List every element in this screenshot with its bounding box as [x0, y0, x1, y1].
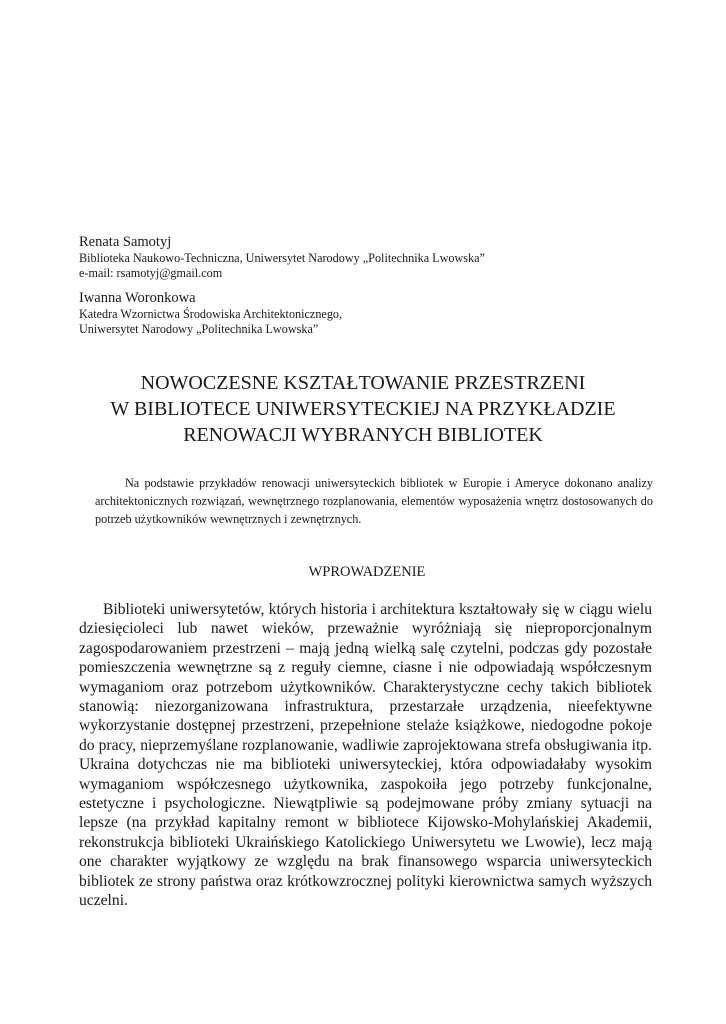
- author-affiliation: Biblioteka Naukowo-Techniczna, Uniwersytet Narodowy „Politechnika Lwowska”: [79, 251, 485, 265]
- title-line: RENOWACJI WYBRANYCH BIBLIOTEK: [183, 424, 543, 446]
- author-affiliation: Uniwersytet Narodowy „Politechnika Lwowska”: [79, 322, 319, 336]
- abstract: Na podstawie przykładów renowacji uniwersyteckich bibliotek w Europie i Ameryce dokonano analizy architektonicznych rozwiązań, wewnętrznego rozplanowania, elementów wyposażenia wnętrz dostosowanych do potrzeb użytkowników wewnętrznych i zewnętrznych.: [95, 476, 653, 526]
- author-block: [79, 234, 649, 281]
- title-line: NOWOCZESNE KSZTAŁTOWANIE PRZESTRZENI: [140, 372, 586, 394]
- section-heading: WPROWADZENIE: [308, 564, 426, 580]
- author-email: e-mail: rsamotyj@gmail.com: [79, 266, 223, 280]
- title-line: W BIBLIOTECE UNIWERSYTECKIEJ NA PRZYKŁADZIE: [110, 398, 616, 420]
- author-name: Renata Samotyj: [79, 234, 172, 250]
- body-paragraph: Biblioteki uniwersytetów, których historia i architektura kształtowały się w ciągu wielu dziesięcioleci lub nawet wieków, przeważnie wyróżniają się nieproporcjonalnym zagospodarowaniem przestrzeni – mają jedną wielką salę czytelni, podczas gdy pozostałe pomieszczenia wewnętrzne są z reguły ciemne, ciasne i nie odpowiadają współczesnym wymaganiom oraz potrzebom użytkowników. Charakterystyczne cechy takich bibliotek stanowią: niezorganizowana infrastruktura, przestarzałe urządzenia, nieefektywne wykorzystanie dostępnej przestrzeni, przepełnione stelaże książkowe, niedogodne pokoje do pracy, nieprzemyślane rozplanowanie, wadliwie zaprojektowana strefa obsługiwania itp. Ukraina dotychczas nie ma biblioteki uniwersyteckiej, która odpowiadałaby wysokim wymaganiom współczesnego użytkownika, zaspokoiła jego potrzeby funkcjonalne, estetyczne i psychologiczne. Niewątpliwie są podejmowane próby zmiany sytuacji na lepsze (na przykład kapitalny remont w bibliotece Kijowsko-Mohylańskiej Akademii, rekonstrukcja biblioteki Ukraińskiego Katolickiego Uniwersytetu we Lwowie), lecz mają one charakter wyjątkowy ze względu na brak finansowego wsparcia uniwersyteckich bibliotek ze strony państwa oraz krótkowzrocznej polityki kierownictwa samych wyższych uczelni.: [79, 601, 652, 910]
- paper-title: [60, 370, 666, 448]
- author-list: [79, 234, 649, 346]
- author-name: Iwanna Woronkowa: [79, 290, 196, 306]
- author-block: [79, 290, 649, 337]
- author-affiliation: Katedra Wzornictwa Środowiska Architektonicznego,: [79, 307, 343, 321]
